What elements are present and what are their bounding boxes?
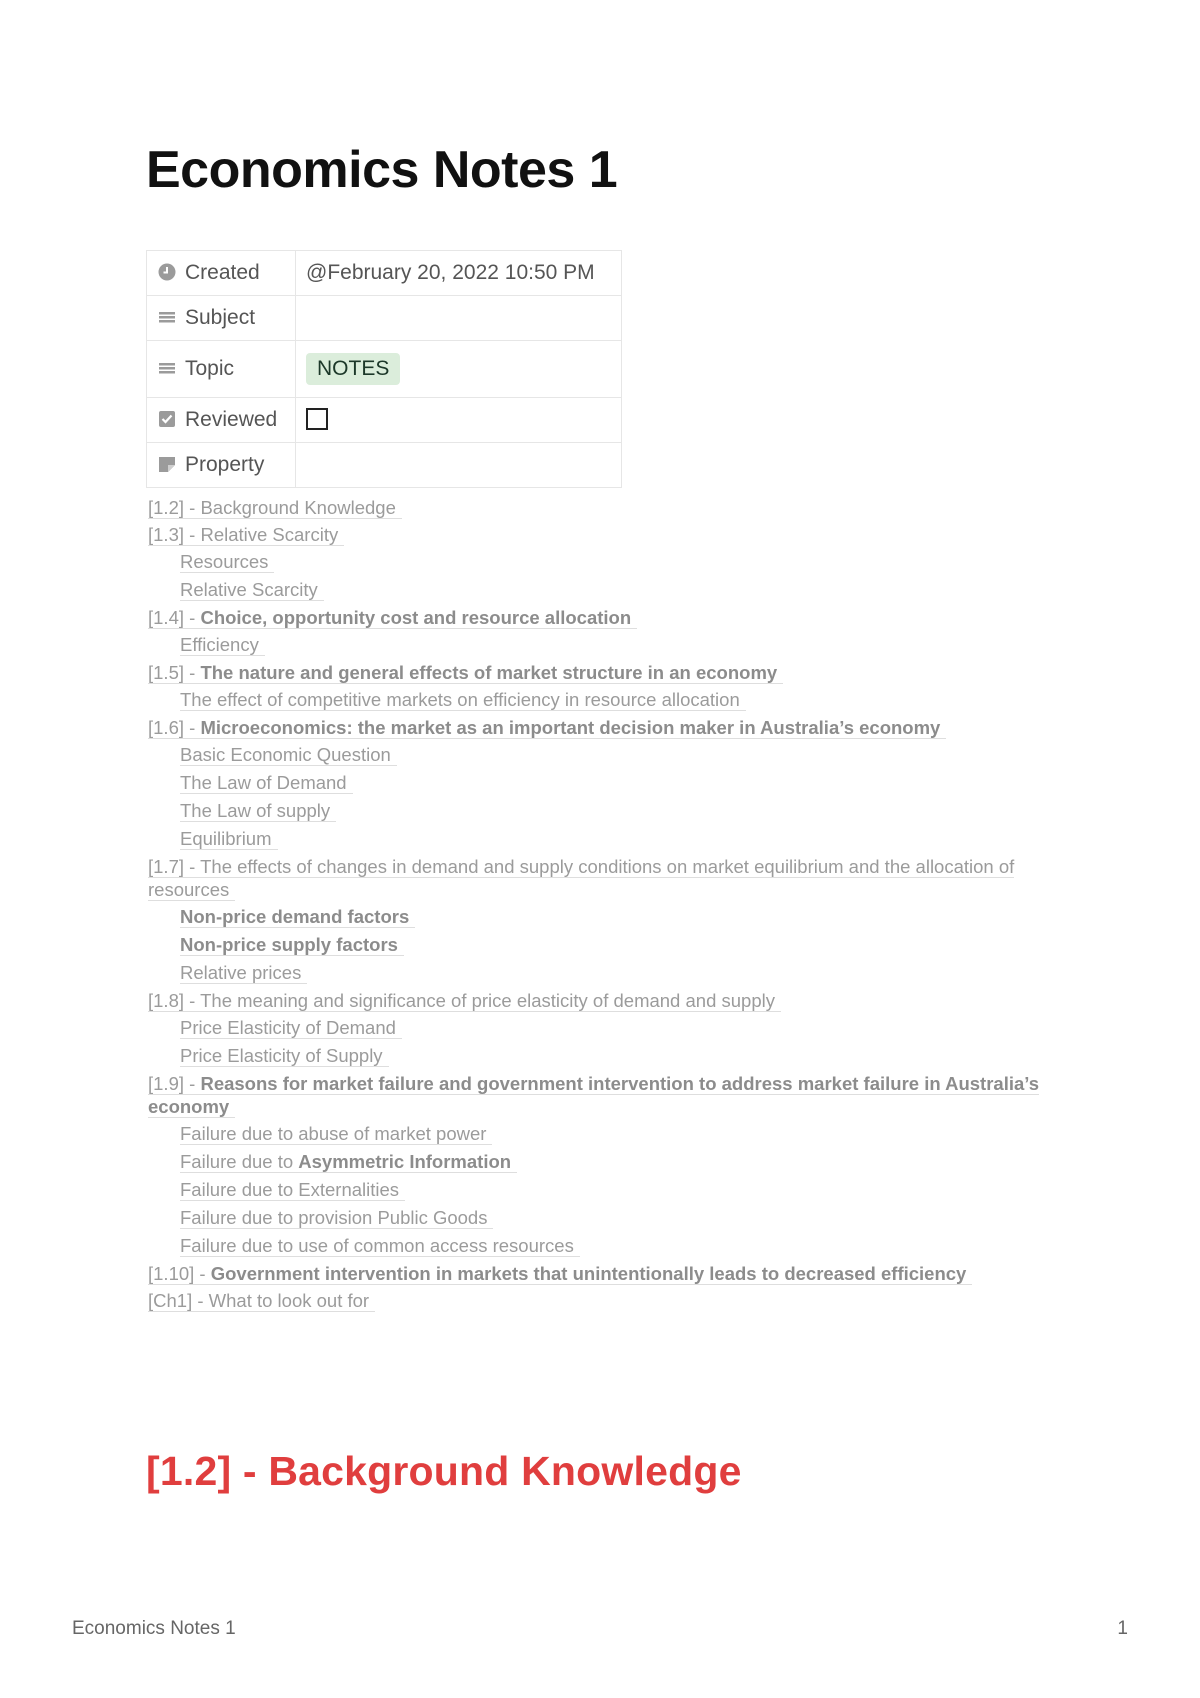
toc-text: Non-price supply factors xyxy=(180,934,398,955)
toc-text: Relative Scarcity xyxy=(180,579,318,600)
toc-item[interactable] xyxy=(180,1122,1068,1145)
toc-link[interactable] xyxy=(148,607,637,629)
toc-prefix: [1.6] - xyxy=(148,717,201,738)
toc-text: Relative prices xyxy=(180,962,302,983)
toc-prefix: [1.7] - xyxy=(148,856,201,877)
toc-item[interactable] xyxy=(148,496,1068,519)
toc-text: Asymmetric Information xyxy=(298,1151,512,1172)
toc-text: Resources xyxy=(180,551,269,572)
toc-text: Externalities xyxy=(298,1179,400,1200)
property-key-topic xyxy=(147,341,296,398)
toc-prefix: [1.4] - xyxy=(148,607,201,628)
checkbox-icon xyxy=(157,409,177,429)
toc-item[interactable] xyxy=(180,688,1068,711)
created-value[interactable]: @February 20, 2022 10:50 PM xyxy=(296,251,622,296)
property-row-created xyxy=(147,251,622,296)
toc-link[interactable] xyxy=(180,634,265,656)
toc-text: The nature and general effects of market structure in an economy xyxy=(200,662,778,683)
toc-link[interactable] xyxy=(180,1179,405,1201)
toc-text: Choice, opportunity cost and resource allocation xyxy=(200,607,632,628)
property-label: Reviewed xyxy=(185,408,278,431)
toc-text: The meaning and significance of price elasticity of demand and supply xyxy=(200,990,775,1011)
subject-value[interactable] xyxy=(296,296,622,341)
toc-prefix: [1.5] - xyxy=(148,662,201,683)
toc-link[interactable] xyxy=(180,744,397,766)
toc-text: Government intervention in markets that unintentionally leads to decreased efficiency xyxy=(210,1263,967,1284)
toc-text: use of common access resources xyxy=(298,1235,574,1256)
toc-prefix: [1.10] - xyxy=(148,1263,211,1284)
property-row-subject xyxy=(147,296,622,341)
toc-item[interactable] xyxy=(180,933,1068,956)
toc-item[interactable] xyxy=(148,606,1068,629)
property-label: Subject xyxy=(185,306,256,329)
toc-item[interactable] xyxy=(148,523,1068,546)
toc-link[interactable] xyxy=(180,828,278,850)
toc-link[interactable] xyxy=(148,1073,1039,1118)
toc-link[interactable] xyxy=(180,934,404,956)
toc-text: abuse of market power xyxy=(298,1123,487,1144)
property-label: Topic xyxy=(185,357,235,380)
section-heading: [1.2] - Background Knowledge xyxy=(146,1448,742,1494)
properties-table xyxy=(146,250,622,488)
toc-item[interactable] xyxy=(180,578,1068,601)
toc-item[interactable] xyxy=(180,550,1068,573)
toc-prefix: Failure due to xyxy=(180,1151,299,1172)
topic-tag[interactable]: NOTES xyxy=(306,353,400,385)
toc-link[interactable] xyxy=(148,524,344,546)
toc-item[interactable] xyxy=(180,771,1068,794)
toc-item[interactable] xyxy=(148,716,1068,739)
toc-text: Relative Scarcity xyxy=(200,524,339,545)
footer-title: Economics Notes 1 xyxy=(72,1618,236,1639)
toc-prefix: Failure due to xyxy=(180,1235,299,1256)
toc-link[interactable] xyxy=(180,772,353,794)
reviewed-value xyxy=(296,398,622,443)
toc-link[interactable] xyxy=(180,1017,402,1039)
toc-text: Reasons for market failure and government intervention to address market failure in Australia’s economy xyxy=(148,1073,1040,1117)
toc-item[interactable] xyxy=(180,633,1068,656)
toc-item[interactable] xyxy=(180,827,1068,850)
toc-prefix: Failure due to xyxy=(180,1207,299,1228)
toc-item[interactable] xyxy=(148,989,1068,1012)
toc-link[interactable] xyxy=(180,800,336,822)
toc-link[interactable] xyxy=(180,1045,389,1067)
property-key-subject xyxy=(147,296,296,341)
toc-item[interactable] xyxy=(180,1150,1068,1173)
toc-link[interactable] xyxy=(180,1123,492,1145)
toc-item[interactable] xyxy=(180,1178,1068,1201)
toc-text: provision Public Goods xyxy=(298,1207,488,1228)
toc-text: What to look out for xyxy=(208,1290,370,1311)
toc-prefix: Failure due to xyxy=(180,1179,299,1200)
property-value[interactable] xyxy=(296,443,622,488)
toc-item[interactable] xyxy=(180,905,1068,928)
toc-text: Basic Economic Question xyxy=(180,744,391,765)
toc-item[interactable] xyxy=(148,1262,1068,1285)
toc-link[interactable] xyxy=(180,579,324,601)
property-row-property xyxy=(147,443,622,488)
toc-link[interactable] xyxy=(148,856,1014,901)
toc-text: Efficiency xyxy=(180,634,259,655)
toc-prefix: [1.8] - xyxy=(148,990,201,1011)
property-key-created xyxy=(147,251,296,296)
toc-item[interactable] xyxy=(180,1206,1068,1229)
toc-item[interactable] xyxy=(148,1072,1068,1118)
toc-text: Background Knowledge xyxy=(200,497,396,518)
toc-text: The Law of supply xyxy=(180,800,331,821)
toc-prefix: [1.3] - xyxy=(148,524,201,545)
toc-link[interactable] xyxy=(148,1290,375,1312)
toc-item[interactable] xyxy=(148,855,1068,901)
toc-link[interactable] xyxy=(180,1151,517,1173)
toc-item[interactable] xyxy=(180,1016,1068,1039)
property-row-topic xyxy=(147,341,622,398)
property-label: Property xyxy=(185,453,265,476)
toc-link[interactable] xyxy=(148,717,946,739)
toc-text: Microeconomics: the market as an important decision maker in Australia’s economy xyxy=(200,717,941,738)
page-number: 1 xyxy=(1117,1618,1128,1639)
table-of-contents xyxy=(148,496,1068,1316)
toc-prefix: [1.9] - xyxy=(148,1073,201,1094)
toc-prefix: [1.2] - xyxy=(148,497,201,518)
clock-icon xyxy=(157,262,177,282)
property-key-property xyxy=(147,443,296,488)
toc-text: Non-price demand factors xyxy=(180,906,410,927)
toc-prefix: Failure due to xyxy=(180,1123,299,1144)
toc-link[interactable] xyxy=(180,551,274,573)
toc-text: The effects of changes in demand and supply conditions on market equilibrium and the allocation of resources xyxy=(148,856,1015,900)
toc-item[interactable] xyxy=(180,743,1068,766)
toc-link[interactable] xyxy=(148,990,781,1012)
document-icon xyxy=(157,454,177,474)
toc-item[interactable] xyxy=(148,1289,1068,1312)
toc-link[interactable] xyxy=(180,962,307,984)
toc-link[interactable] xyxy=(148,662,783,684)
toc-text: Equilibrium xyxy=(180,828,272,849)
toc-link[interactable] xyxy=(180,1207,493,1229)
toc-text: Price Elasticity of Demand xyxy=(180,1017,396,1038)
toc-link[interactable] xyxy=(180,1235,580,1257)
page-title: Economics Notes 1 xyxy=(146,141,618,199)
toc-link[interactable] xyxy=(180,906,415,928)
toc-item[interactable] xyxy=(180,1234,1068,1257)
property-row-reviewed xyxy=(147,398,622,443)
property-key-reviewed xyxy=(147,398,296,443)
toc-item[interactable] xyxy=(148,661,1068,684)
list-icon xyxy=(157,307,177,327)
toc-text: The effect of competitive markets on efficiency in resource allocation xyxy=(180,689,740,710)
reviewed-checkbox[interactable] xyxy=(306,408,328,430)
toc-link[interactable] xyxy=(180,689,746,711)
toc-prefix: [Ch1] - xyxy=(148,1290,209,1311)
toc-item[interactable] xyxy=(180,799,1068,822)
list-icon xyxy=(157,358,177,378)
property-label: Created xyxy=(185,261,260,284)
toc-item[interactable] xyxy=(180,961,1068,984)
toc-text: The Law of Demand xyxy=(180,772,347,793)
toc-item[interactable] xyxy=(180,1044,1068,1067)
toc-link[interactable] xyxy=(148,497,402,519)
topic-value[interactable] xyxy=(296,341,622,398)
toc-text: Price Elasticity of Supply xyxy=(180,1045,383,1066)
toc-link[interactable] xyxy=(148,1263,972,1285)
